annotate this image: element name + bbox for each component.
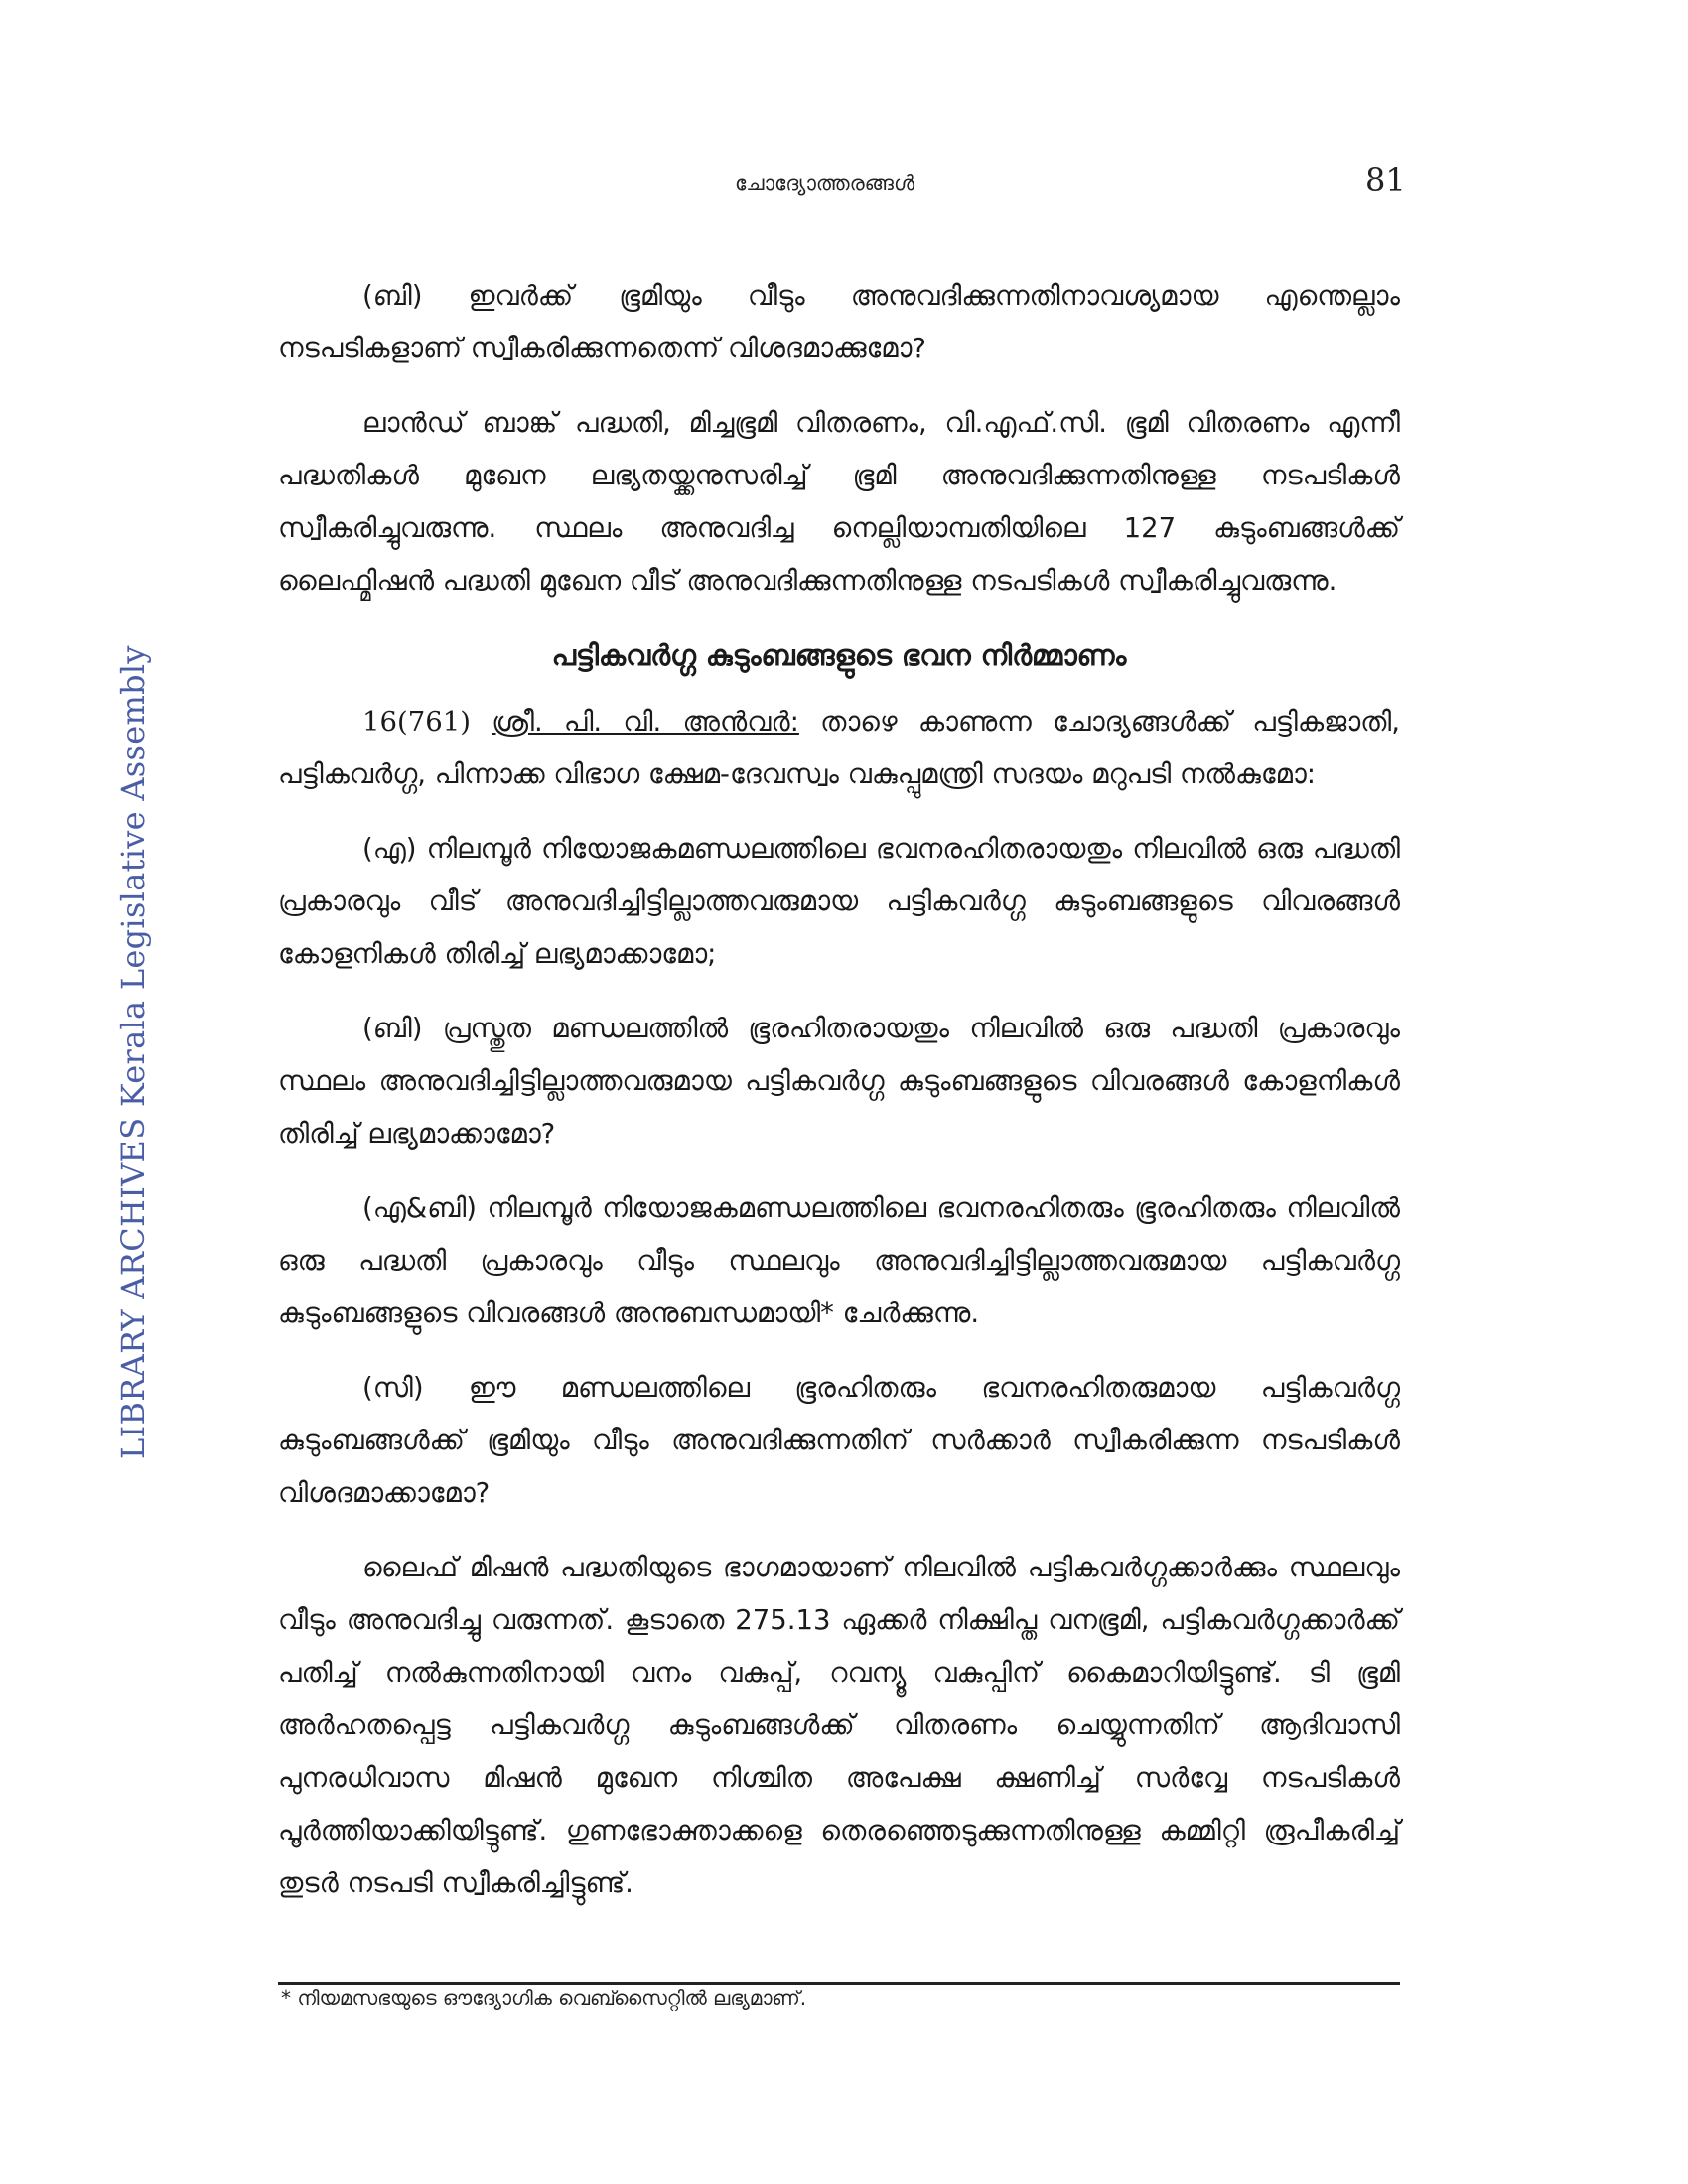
question-intro-text: താഴെ കാണുന്ന ചോദ്യങ്ങൾക്ക് പട്ടികജാതി, പട്ടികവർഗ്ഗ, പിന്നാക്ക വിഭാഗ ക്ഷേമ-ദേവസ്വം വകുപ്പുമന്ത്രി സദയം മറുപടി നൽകുമോ: [278, 706, 1400, 790]
question-number: 16(761) [362, 706, 471, 738]
section-heading: പട്ടികവർഗ്ഗ കുടുംബങ്ങളുടെ ഭവന നിർമ്മാണം [551, 639, 1127, 672]
footnote: * നിയമസഭയുടെ ഔദ്യോഗിക വെബ്സൈറ്റിൽ ലഭ്യമാണ്. [281, 1986, 807, 2010]
answer-c: ലൈഫ് മിഷൻ പദ്ധതിയുടെ ഭാഗമായാണ് നിലവിൽ പട്ടികവർഗ്ഗക്കാർക്കും സ്ഥലവും വീടും അനുവദിച്ചു വരുന്നത്. കൂടാതെ 275.13 ഏക്കർ നിക്ഷിപ്ത വനഭൂമി, പട്ടികവർഗ്ഗക്കാർക്ക് പതിച്ച് നൽകുന്നതിനായി വനം വകുപ്പ്, റവന്യൂ വകുപ്പിന് കൈമാറിയിട്ടുണ്ട്. ടി ഭൂമി അർഹതപ്പെട്ട പട്ടികവർഗ്ഗ കുടുംബങ്ങൾക്ക് വിതരണം ചെയ്യുന്നതിന് ആദിവാസി പുനരധിവാസ മിഷൻ മുഖേന നിശ്ചിത അപേക്ഷ ക്ഷണിച്ച് സർവ്വേ നടപടികൾ പൂർത്തിയാക്കിയിട്ടുണ്ട്. ഗുണഭോക്താക്കളെ തെരഞ്ഞെടുക്കുന്നതിനുള്ള കമ്മിറ്റി രൂപീകരിച്ച് തുടർ നടപടി സ്വീകരിച്ചിട്ടുണ്ട്. [278, 1552, 1400, 1899]
answer-a-b: (എ&ബി) നിലമ്പൂർ നിയോജകമണ്ഡലത്തിലെ ഭവനരഹിതരും ഭൂരഹിതരും നിലവിൽ ഒരു പദ്ധതി പ്രകാരവും വീടും സ്ഥലവും അനുവദിച്ചിട്ടില്ലാത്തവരുമായ പട്ടികവർഗ്ഗ കുടുംബങ്ങളുടെ വിവരങ്ങൾ അനുബന്ധമായി* ചേർക്കുന്നു. [278, 1192, 1400, 1329]
question-a: (എ) നിലമ്പൂർ നിയോജകമണ്ഡലത്തിലെ ഭവനരഹിതരായതും നിലവിൽ ഒരു പദ്ധതി പ്രകാരവും വീട് അനുവദിച്ചിട്ടില്ലാത്തവരുമായ പട്ടികവർഗ്ഗ കുടുംബങ്ങളുടെ വിവരങ്ങൾ കോളനികൾ തിരിച്ച് ലഭ്യമാക്കാമോ; [278, 833, 1400, 970]
archive-watermark: LIBRARY ARCHIVES Kerala Legislative Assembly [114, 645, 152, 1459]
running-head: ചോദ്യോത്തരങ്ങൾ [735, 171, 915, 195]
page-number: 81 [1365, 161, 1406, 199]
footnote-rule [278, 1982, 1400, 1985]
main-text [278, 270, 1400, 1910]
question-c: (സി) ഈ മണ്ഡലത്തിലെ ഭൂരഹിതരും ഭവനരഹിതരുമായ പട്ടികവർഗ്ഗ കുടുംബങ്ങൾക്ക് ഭൂമിയും വീടും അനുവദിക്കുന്നതിന് സർക്കാർ സ്വീകരിക്കുന്ന നടപടികൾ വിശദമാക്കാമോ? [278, 1372, 1400, 1509]
question-b-prev: (ബി) ഇവർക്ക് ഭൂമിയും വീടും അനുവദിക്കുന്നതിനാവശ്യമായ എന്തെല്ലാം നടപടികളാണ് സ്വീകരിക്കുന്നതെന്ന് വിശദമാക്കുമോ? [278, 280, 1400, 364]
member-name: ശ്രീ. പി. വി. അൻവർ: [492, 706, 799, 738]
answer-prev: ലാൻഡ് ബാങ്ക് പദ്ധതി, മിച്ചഭൂമി വിതരണം, വി.എഫ്.സി. ഭൂമി വിതരണം എന്നീ പദ്ധതികൾ മുഖേന ലഭ്യതയ്ക്കനുസരിച്ച് ഭൂമി അനുവദിക്കുന്നതിനുള്ള നടപടികൾ സ്വീകരിച്ചുവരുന്നു. സ്ഥലം അനുവദിച്ച നെല്ലിയാമ്പതിയിലെ 127 കുടുംബങ്ങൾക്ക് ലൈഫ്മിഷൻ പദ്ധതി മുഖേന വീട് അനുവദിക്കുന്നതിനുള്ള നടപടികൾ സ്വീകരിച്ചുവരുന്നു. [278, 407, 1400, 597]
question-intro [278, 696, 1400, 801]
question-b: (ബി) പ്രസ്തുത മണ്ഡലത്തിൽ ഭൂരഹിതരായതും നിലവിൽ ഒരു പദ്ധതി പ്രകാരവും സ്ഥലം അനുവദിച്ചിട്ടില്ലാത്തവരുമായ പട്ടികവർഗ്ഗ കുടുംബങ്ങളുടെ വിവരങ്ങൾ കോളനികൾ തിരിച്ച് ലഭ്യമാക്കാമോ? [278, 1013, 1400, 1150]
